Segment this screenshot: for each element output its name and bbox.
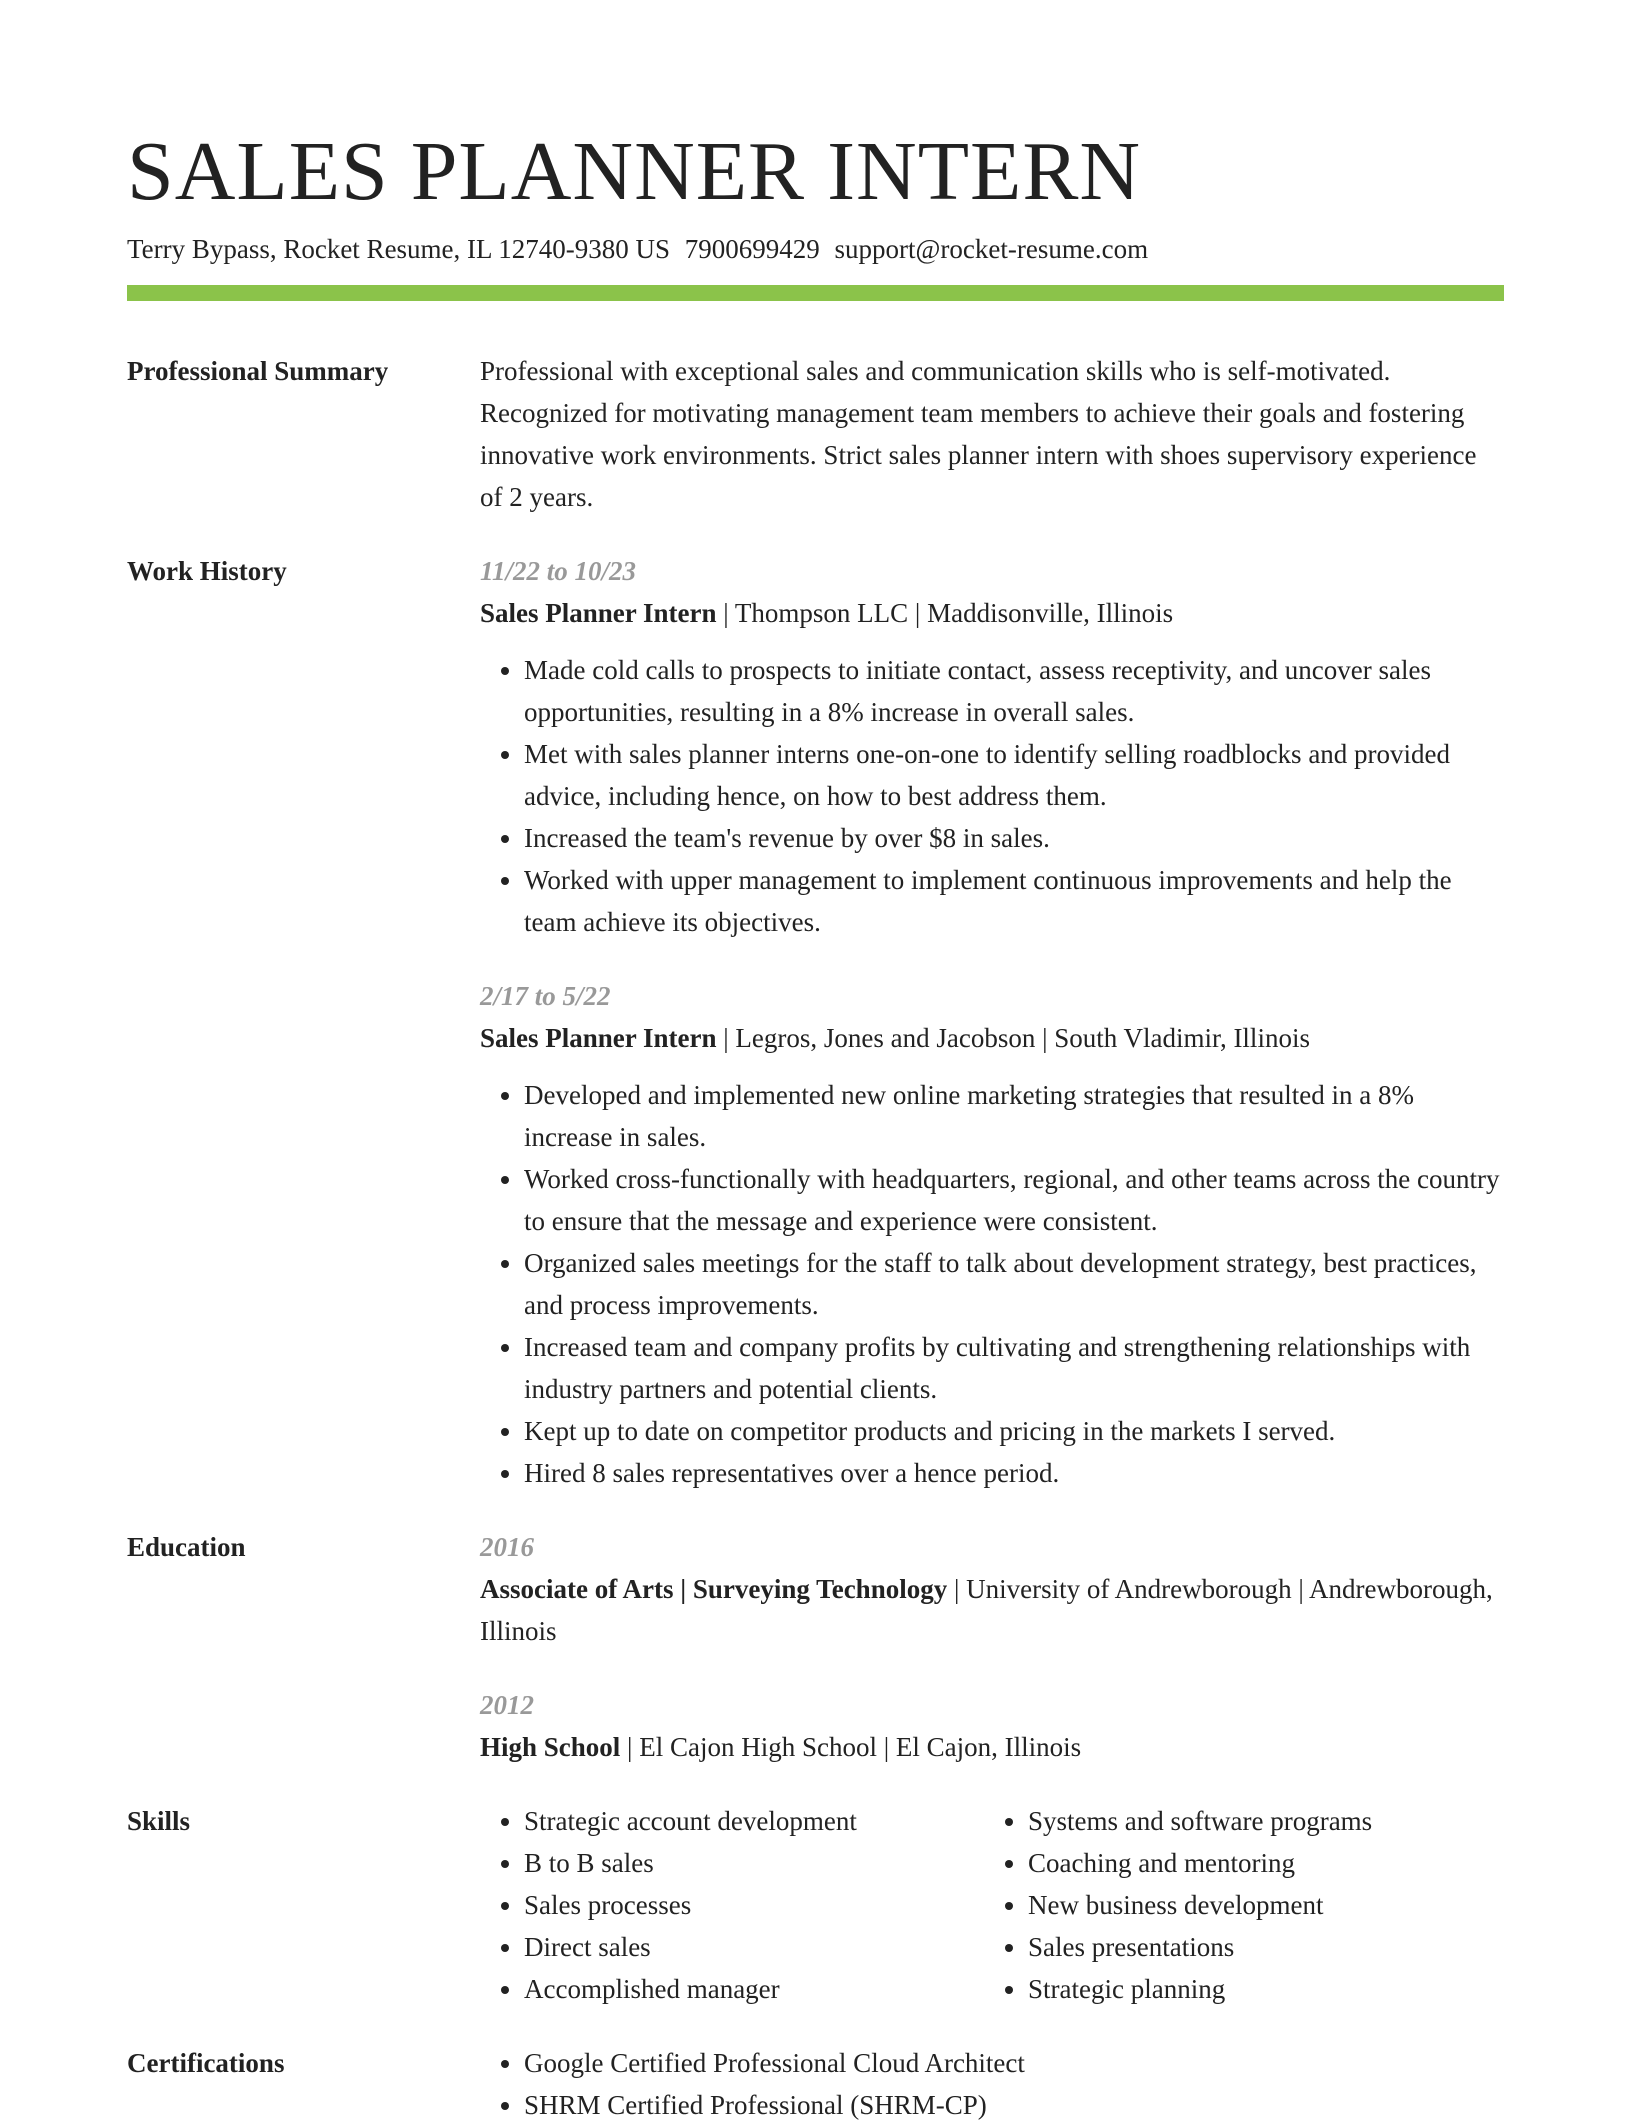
job-bullet: • Worked with upper management to implement continuous improvements and help the team achieve its objectives. <box>524 859 1504 943</box>
resume-name-heading: SALES PLANNER INTERN <box>127 125 1142 218</box>
job-bullet: • Kept up to date on competitor products and pricing in the markets I served. <box>524 1410 1504 1452</box>
job-bullet: • Increased the team's revenue by over $8 in sales. <box>524 817 1504 859</box>
section-title: Certifications <box>127 2048 285 2078</box>
certification-item: • Google Certified Professional Cloud Architect <box>524 2042 1504 2084</box>
job-entry <box>480 975 1504 1494</box>
skill-item: • Strategic account development <box>524 1800 984 1842</box>
job-bullet: • Organized sales meetings for the staff to talk about development strategy, best practices, and process improvements. <box>524 1242 1504 1326</box>
skill-item: • Accomplished manager <box>524 1968 984 2010</box>
job-bullet: • Developed and implemented new online marketing strategies that resulted in a 8% increase in sales. <box>524 1074 1504 1158</box>
job-bullet: • Made cold calls to prospects to initiate contact, assess receptivity, and uncover sales opportunities, resulting in a 8% increase in overall sales. <box>524 649 1504 733</box>
skills-grid <box>480 1800 1504 2010</box>
section-certifications <box>127 2042 1504 2126</box>
section-title: Education <box>127 1532 246 1562</box>
job-dates: 11/22 to 10/23 <box>480 556 637 586</box>
education-details: | University of Andrewborough | Andrewborough, Illinois <box>480 1574 1493 1646</box>
job-details: | Thompson LLC | Maddisonville, Illinois <box>716 598 1174 628</box>
skill-item: • B to B sales <box>524 1842 984 1884</box>
job-bullet: • Increased team and company profits by cultivating and strengthening relationships with industry partners and potential clients. <box>524 1326 1504 1410</box>
job-title: Sales Planner Intern <box>480 1023 717 1053</box>
skill-item: • Sales presentations <box>1028 1926 1372 1968</box>
education-entry <box>480 1684 1504 1768</box>
skills-list-right <box>984 1800 1372 2010</box>
job-bullets <box>480 649 1504 943</box>
skill-item: • Systems and software programs <box>1028 1800 1372 1842</box>
job-bullets <box>480 1074 1504 1494</box>
education-heading <box>480 1568 1504 1652</box>
job-bullet: • Met with sales planner interns one-on-one to identify selling roadblocks and provided advice, including hence, on how to best address them. <box>524 733 1504 817</box>
resume-sections <box>127 350 1504 2126</box>
certification-item: • SHRM Certified Professional (SHRM-CP) <box>524 2084 1504 2126</box>
contact-line <box>127 232 1148 266</box>
education-entry <box>480 1526 1504 1652</box>
section-title: Work History <box>127 556 287 586</box>
section-title: Professional Summary <box>127 356 389 386</box>
section-professional-summary <box>127 350 1504 518</box>
certifications-list <box>480 2042 1504 2126</box>
skill-item: • Strategic planning <box>1028 1968 1372 2010</box>
section-work-history <box>127 550 1504 1494</box>
contact-address: Terry Bypass, Rocket Resume, IL 12740-9380 US <box>127 234 671 264</box>
education-year: 2016 <box>480 1532 534 1562</box>
skill-item: • Direct sales <box>524 1926 984 1968</box>
job-bullet: • Worked cross-functionally with headquarters, regional, and other teams across the country to ensure that the message and experience were consistent. <box>524 1158 1504 1242</box>
skill-item: • New business development <box>1028 1884 1372 1926</box>
contact-email: support@rocket-resume.com <box>834 234 1149 264</box>
job-bullet: • Hired 8 sales representatives over a hence period. <box>524 1452 1504 1494</box>
education-details: | El Cajon High School | El Cajon, Illinois <box>620 1732 1082 1762</box>
job-details: | Legros, Jones and Jacobson | South Vladimir, Illinois <box>716 1023 1310 1053</box>
education-degree: High School <box>480 1732 621 1762</box>
skill-item: • Sales processes <box>524 1884 984 1926</box>
accent-divider <box>127 285 1504 301</box>
summary-text: Professional with exceptional sales and communication skills who is self-motivated. Recognized for motivating management team members to achieve their goals and fostering innovative work environments. Strict sales planner intern with shoes supervisory experience of 2 years. <box>480 356 1477 512</box>
job-heading <box>480 592 1504 634</box>
job-dates: 2/17 to 5/22 <box>480 981 611 1011</box>
job-heading <box>480 1017 1504 1059</box>
job-entry <box>480 550 1504 943</box>
education-degree: Associate of Arts | Surveying Technology <box>480 1574 948 1604</box>
contact-phone: 7900699429 <box>684 234 820 264</box>
skills-list-left <box>480 1800 984 2010</box>
section-skills <box>127 1800 1504 2010</box>
education-year: 2012 <box>480 1690 534 1720</box>
section-title: Skills <box>127 1806 191 1836</box>
skill-item: • Coaching and mentoring <box>1028 1842 1372 1884</box>
job-title: Sales Planner Intern <box>480 598 717 628</box>
education-heading <box>480 1726 1504 1768</box>
section-education <box>127 1526 1504 1768</box>
